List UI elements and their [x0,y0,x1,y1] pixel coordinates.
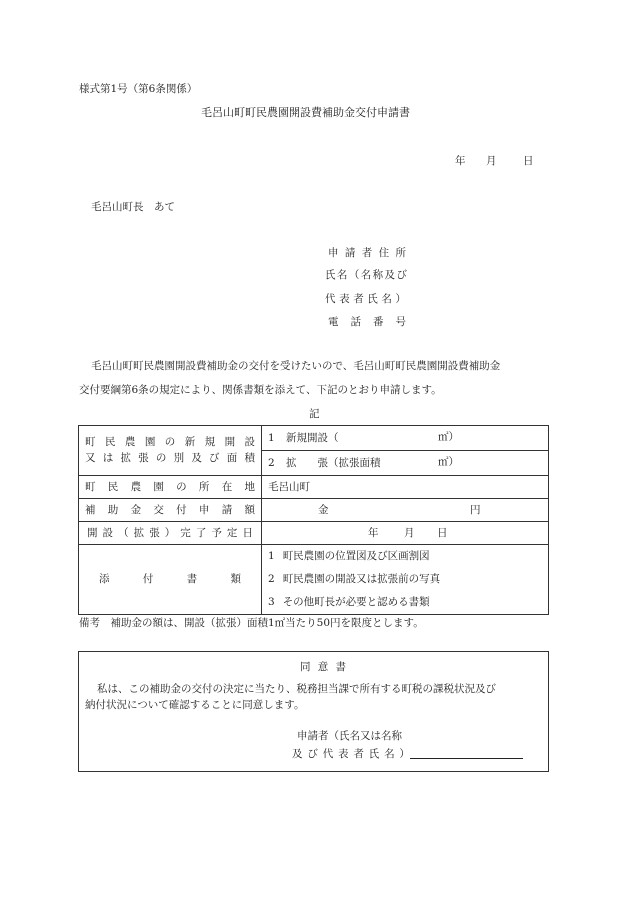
consent-box [78,651,549,772]
application-table [78,425,549,615]
amount-prefix: 金 [318,504,329,516]
area-option1-cell [262,426,549,451]
area-option2-unit: ㎡） [438,456,459,468]
body-text-line2: 交付要綱第6条の規定により、関係書類を添えて、下記のとおり申請します。 [79,384,442,396]
table-row [79,426,549,451]
consent-title: 同 意 書 [300,661,346,673]
addressee: 毛呂山町長 あて [91,201,175,213]
applicant-name-label-2: 代 表 者 氏 名 ） [325,293,406,305]
area-option2-num: 2 [268,456,275,469]
attachment-number: 3 [268,596,275,609]
attachments-list [268,545,542,614]
signature-line[interactable] [410,746,523,759]
area-option1-unit: ㎡） [438,431,459,443]
completion-date-cell [262,522,549,545]
completion-day: 日 [437,527,448,539]
attachments-label-cell [79,545,262,615]
attachment-number: 2 [268,573,275,586]
completion-year: 年 [368,527,379,539]
date-month: 月 [486,155,497,167]
consent-sign-label-1: 申請者（氏名又は名称 [297,730,402,742]
form-title: 毛呂山町町民農園開設費補助金交付申請書 [201,106,410,119]
location-label-cell [79,476,262,499]
consent-sign-label-2: 及 び 代 表 者 氏 名 ） [292,747,410,760]
consent-line1: 私は、この補助金の交付の決定に当たり、税務担当課で所有する町税の課税状況及び [97,683,496,695]
area-option2-text: 拡 張（拡張面積 [286,456,381,469]
remark: 備考 補助金の額は、開設（拡張）面積1㎡当たり50円を限度とします。 [79,617,424,629]
attachment-text: その他町長が必要と認める書類 [282,596,430,609]
form-number: 様式第1号（第6条関係） [79,83,198,95]
ki-label: 記 [309,408,320,420]
area-option2-cell [262,451,549,476]
applicant-address-label: 申 請 者 住 所 [328,247,406,259]
attachment-number: 1 [268,550,275,563]
location-value: 毛呂山町 [262,476,549,499]
attachments-cell [262,545,549,615]
applicant-phone-label: 電 話 番 号 [328,316,406,328]
table-row [79,476,549,499]
area-label-line1: 町 民 農 園 の 新 規 開 設 [85,436,255,449]
area-option1-num: 1 [268,431,275,444]
table-row [79,499,549,522]
date-year: 年 [455,155,466,167]
applicant-name-label-1: 氏 名 （ 名 称 及 び [325,269,407,281]
consent-line2: 納付状況について確認することに同意します。 [85,699,305,711]
attachment-text: 町民農園の位置図及び区画割図 [282,550,430,563]
area-label-cell [79,426,262,476]
attachment-item [268,568,542,591]
completion-label-cell [79,522,262,545]
date-day: 日 [523,155,534,167]
table-row [79,522,549,545]
area-label-line2: 又 は 拡 張 の 別 及 び 面 積 [85,452,255,464]
amount-label-cell [79,499,262,522]
amount-label: 補 助 金 交 付 申 請 額 [85,503,255,516]
completion-label: 開 設 （ 拡 張 ） 完 了 予 定 日 [87,526,253,539]
completion-month: 月 [404,527,415,539]
table-row [79,545,549,615]
amount-unit: 円 [470,504,481,516]
attachment-item [268,545,542,568]
attachment-text: 町民農園の開設又は拡張前の写真 [282,573,441,586]
amount-value-cell [262,499,549,522]
area-option1-text: 新規開設（ [286,431,339,444]
location-label: 町 民 農 園 の 所 在 地 [85,480,255,493]
consent-sign-row [292,746,523,759]
attachments-label: 添 付 書 類 [99,573,241,586]
attachment-item [268,591,542,614]
body-text-line1: 毛呂山町町民農園開設費補助金の交付を受けたいので、毛呂山町町民農園開設費補助金 [91,360,501,372]
